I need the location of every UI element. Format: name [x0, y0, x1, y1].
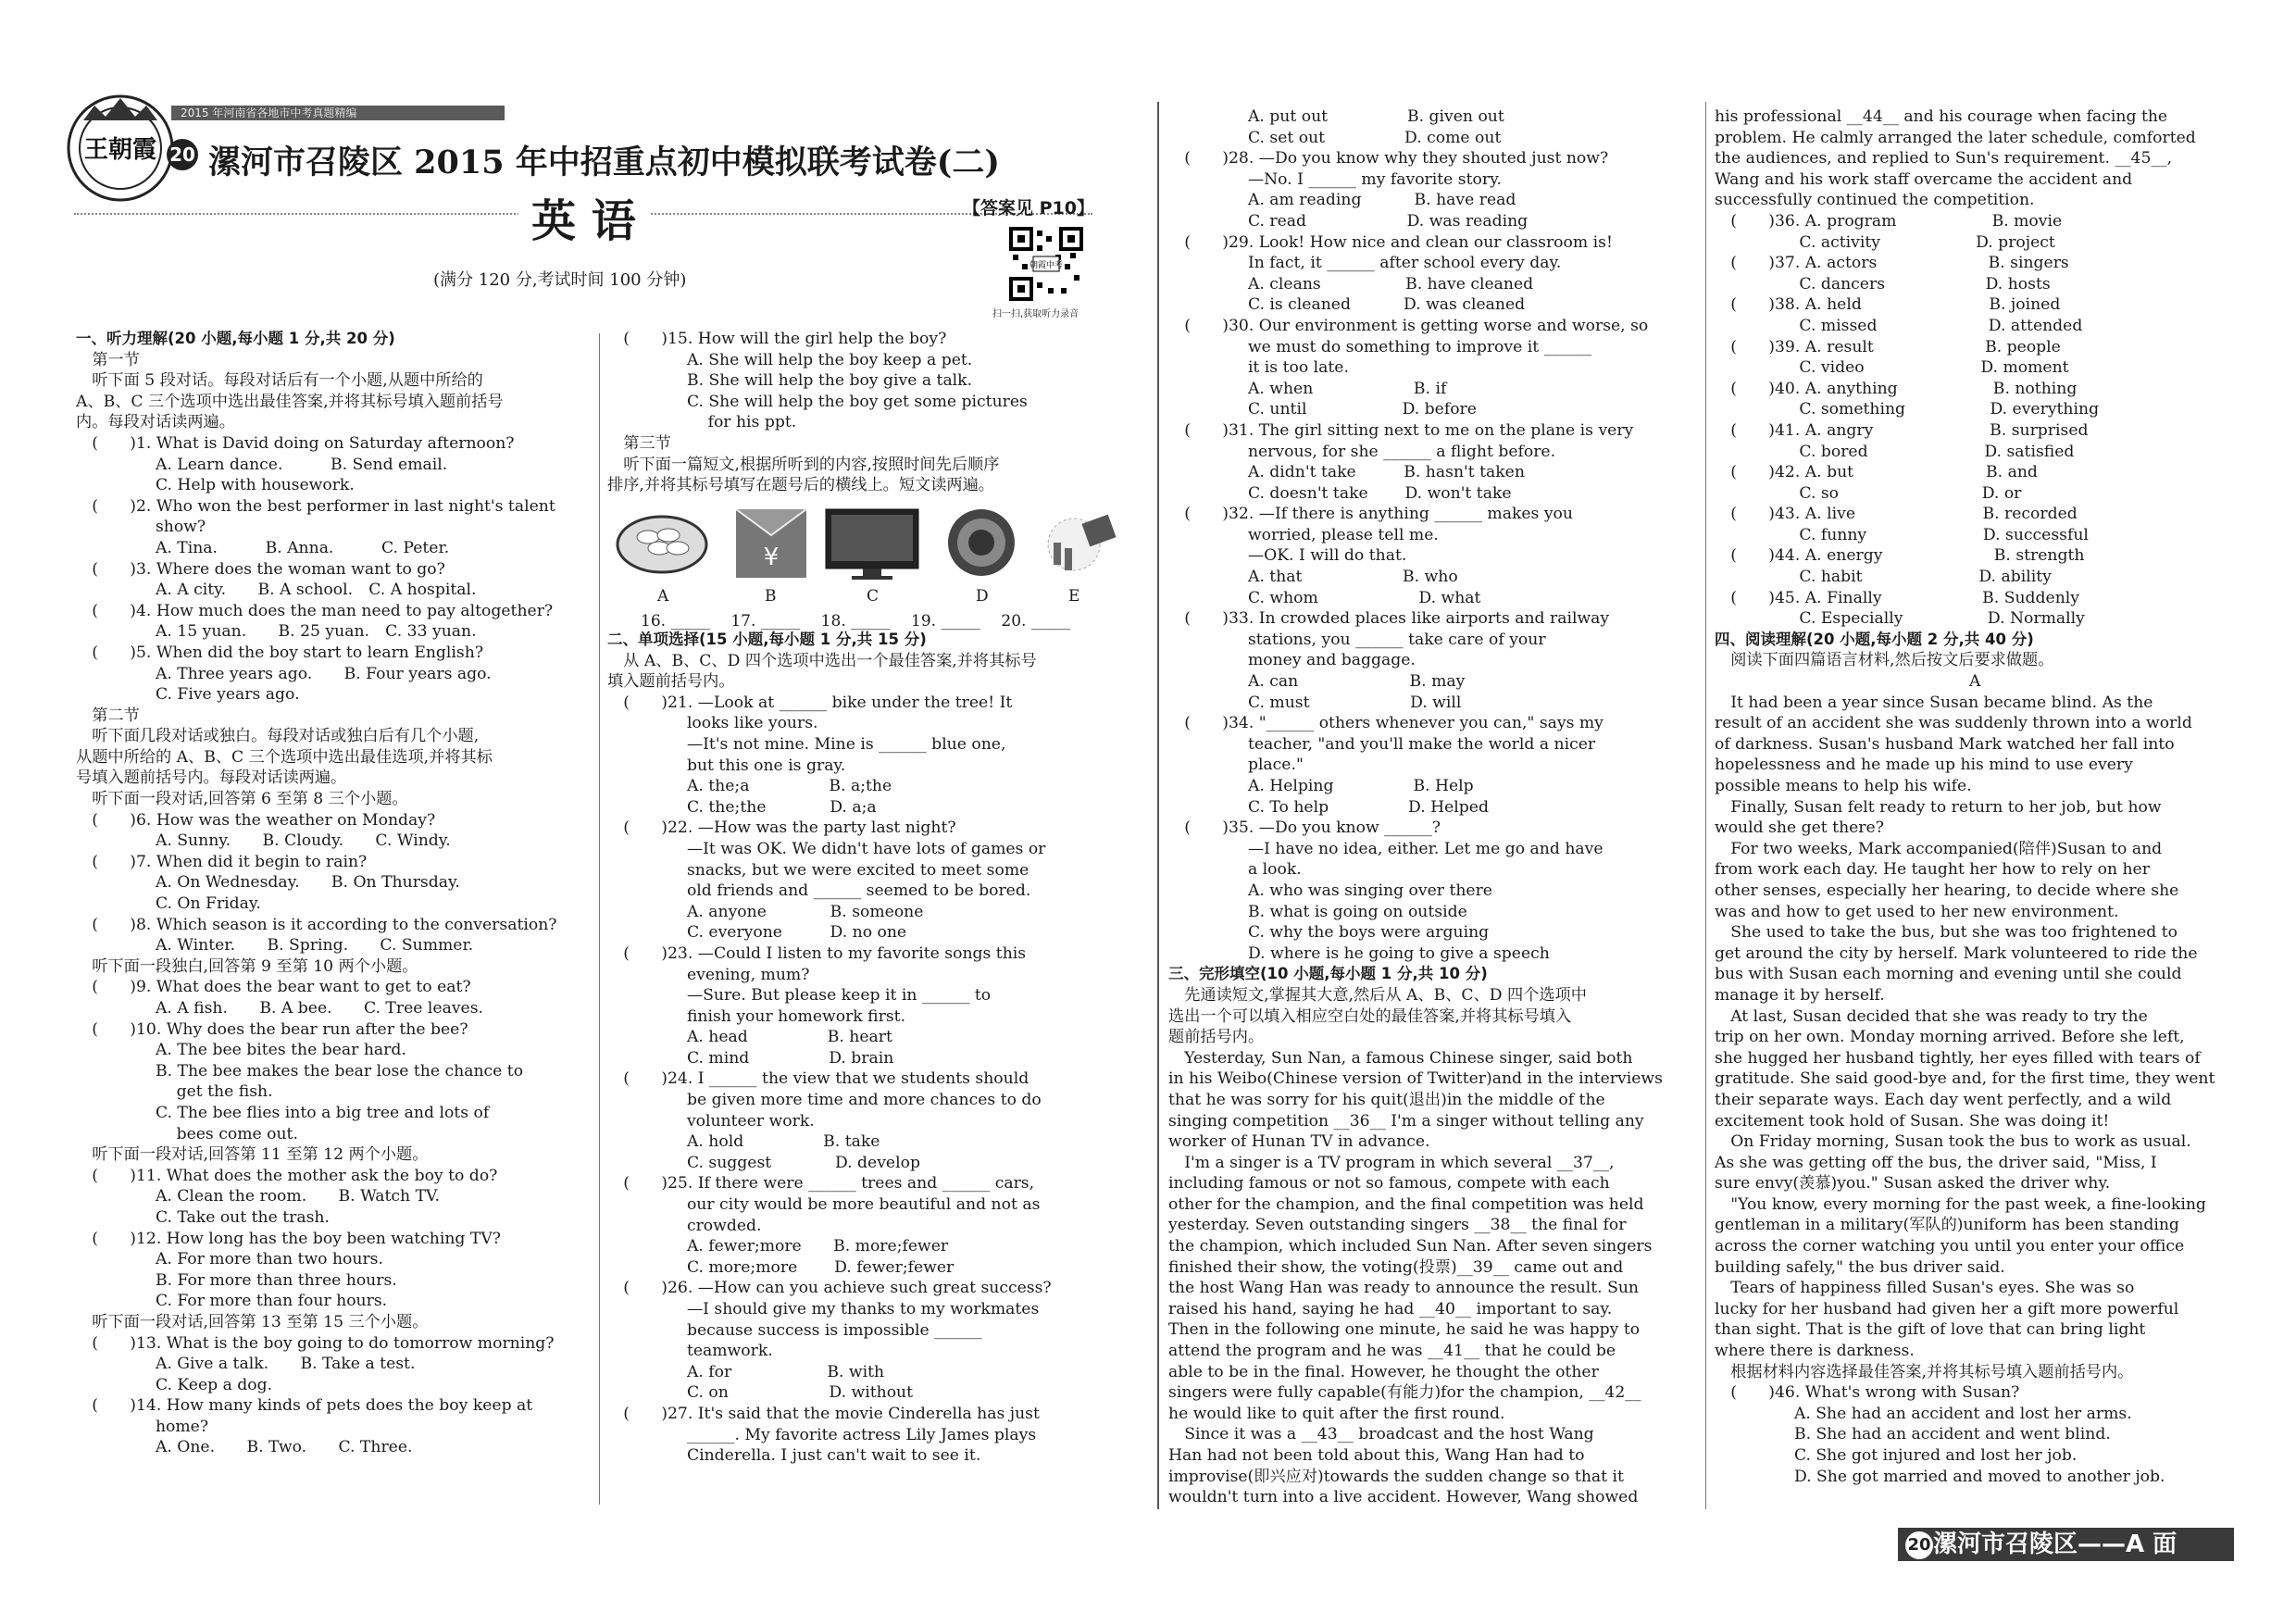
text-line: C. doesn't take D. won't take: [1168, 483, 1512, 503]
text-line: C. read D. was reading: [1168, 211, 1529, 231]
section-heading: 一、听力理解(20 小题,每小题 1 分,共 20 分): [76, 330, 395, 347]
single-choice-section: [607, 630, 1152, 1467]
text-line: C. the;the D. a;a: [607, 797, 877, 817]
text-line: problem. He calmly arranged the later schedule, comforted: [1715, 128, 2196, 147]
text-line: ( )28. —Do you know why they shouted just now?: [1168, 149, 1609, 169]
text-line: C. missed D. attended: [1715, 316, 2083, 335]
text-line: ( )46. What's wrong with Susan?: [1715, 1383, 2020, 1403]
text-line: place.": [1168, 756, 1304, 775]
text-line: ( )24. I ______ the view that we students should: [607, 1069, 1029, 1089]
text-line: worker of Hunan TV in advance.: [1168, 1132, 1430, 1152]
footer-text: 漯河市召陵区——A 面: [1933, 1531, 2177, 1558]
text-line: across the corner watching you until you enter your office: [1715, 1237, 2185, 1256]
text-line: A. the;a B. a;the: [607, 777, 892, 796]
text-line: finish your homework first.: [607, 1006, 906, 1026]
text-line: home?: [76, 1417, 209, 1436]
divider-3: [1705, 102, 1706, 1509]
text-line: On Friday morning, Susan took the bus to work as usual.: [1715, 1132, 2191, 1152]
text-line: B. She will help the boy give a talk.: [607, 371, 973, 391]
text-line: 根据材料内容选择最佳答案,并将其标号填入题前括号内。: [1715, 1362, 2134, 1381]
text-line: other senses, especially her hearing, to decide where she: [1715, 881, 2179, 900]
text-line: C. set out D. come out: [1168, 128, 1502, 147]
text-line: 号填入题前括号内。每段对话读两遍。: [76, 769, 347, 788]
text-line: A. for B. with: [607, 1362, 885, 1381]
text-line: C. something D. everything: [1715, 400, 2100, 419]
text-line: C. Help with housework.: [76, 476, 355, 495]
text-line: bus with Susan each morning and evening until she could: [1715, 965, 2182, 984]
text-line: 选出一个可以填入相应空白处的最佳答案,并将其标号填入: [1168, 1006, 1572, 1026]
text-line: A. Three years ago. B. Four years ago.: [76, 664, 492, 683]
text-line: C. must D. will: [1168, 693, 1462, 712]
text-line: manage it by herself.: [1715, 985, 1885, 1005]
text-line: ( )15. How will the girl help the boy?: [607, 330, 947, 348]
text-line: ( )10. Why does the bear run after the bee?: [76, 1019, 468, 1039]
text-line: ( )26. —How can you achieve such great success?: [607, 1279, 1052, 1298]
text-line: in his Weibo(Chinese version of Twitter)and in the interviews: [1168, 1069, 1663, 1089]
text-line: A. cleans B. have cleaned: [1168, 274, 1534, 294]
text-line: yesterday. Seven outstanding singers __38__ the final for: [1168, 1216, 1627, 1235]
text-line: B. She had an accident and went blind.: [1715, 1425, 2111, 1444]
text-line: where there is darkness.: [1715, 1342, 1915, 1361]
text-line: Yesterday, Sun Nan, a famous Chinese singer, said both: [1168, 1048, 1633, 1068]
text-line: A. Clean the room. B. Watch TV.: [76, 1187, 440, 1206]
text-line: ( )23. —Could I listen to my favorite songs this: [607, 943, 1027, 963]
text-line: get around the city by herself. Mark volunteered to ride the: [1715, 943, 2198, 963]
text-line: Cinderella. I just can't wait to see it.: [607, 1446, 981, 1466]
text-line: Wang and his work staff overcame the accident and: [1715, 169, 2133, 189]
text-line: —It was OK. We didn't have lots of games or: [607, 839, 1046, 858]
red-envelope-icon: [736, 509, 806, 578]
text-line: he would like to quit after the first round.: [1168, 1404, 1505, 1423]
text-line: bees come out.: [76, 1124, 298, 1143]
text-line: ( )32. —If there is anything ______ makes you: [1168, 505, 1573, 524]
title-badge: [167, 139, 198, 170]
text-line: D. She got married and moved to another job.: [1715, 1467, 2165, 1486]
text-line: it is too late.: [1168, 358, 1349, 378]
svg-text:¥: ¥: [763, 544, 780, 571]
text-line: C. suggest D. develop: [607, 1153, 920, 1172]
text-line: ( )36. A. program B. movie: [1715, 211, 2063, 231]
text-line: 第二节: [76, 706, 140, 725]
text-line: A. One. B. Two. C. Three.: [76, 1438, 413, 1457]
text-line: 听下面一段对话,回答第 13 至第 15 三个小题。: [76, 1312, 429, 1331]
text-line: B. For more than three hours.: [76, 1270, 397, 1290]
text-line: C. on D. without: [607, 1383, 914, 1403]
text-line: be given more time and more chances to do: [607, 1091, 1042, 1110]
paper-title: 漯河市召陵区 2015 年中招重点初中模拟联考试卷(二): [208, 144, 1000, 181]
text-line: trip on her own. Monday morning arrived. Before she left,: [1715, 1028, 2185, 1047]
text-line: As she was getting off the bus, the driver said, "Miss, I: [1715, 1153, 2157, 1172]
footer-badge: 20: [1905, 1531, 1933, 1559]
text-line: D. where is he going to give a speech: [1168, 943, 1550, 963]
text-line: It had been a year since Susan became blind. As the: [1715, 693, 2153, 712]
text-line: other for the champion, and the final competition was held: [1168, 1194, 1644, 1214]
text-line: Tears of happiness filled Susan's eyes. She was so: [1715, 1279, 2135, 1298]
picture-letter-d: D: [976, 587, 989, 606]
text-line: 第一节: [76, 350, 140, 369]
text-line: A. She will help the boy keep a pet.: [607, 350, 973, 369]
text-line: than sight. That is the gift of love that can bring light: [1715, 1320, 2146, 1340]
text-line: was and how to get used to her new environment.: [1715, 902, 2119, 921]
section-heading: 四、阅读理解(20 小题,每小题 2 分,共 40 分): [1715, 630, 2034, 648]
text-line: a look.: [1168, 860, 1302, 880]
text-line: A. head B. heart: [607, 1028, 892, 1047]
text-line: 听下面一段对话,回答第 11 至第 12 两个小题。: [76, 1145, 429, 1165]
text-line: volunteer work.: [607, 1111, 815, 1131]
picture-answer-blanks: 16. _____ 17. _____ 18. _____ 19. _____ 20. _____: [641, 612, 1071, 631]
text-line: C. funny D. successful: [1715, 525, 2089, 544]
text-line: successfully continued the competition.: [1715, 191, 2035, 210]
text-line: including famous or not so famous, compete with each: [1168, 1174, 1610, 1193]
text-line: A. am reading B. have read: [1168, 191, 1516, 210]
text-line: B. what is going on outside: [1168, 902, 1467, 921]
text-line: C. To help D. Helped: [1168, 797, 1489, 817]
logo-emblem-icon: [65, 93, 176, 204]
text-line: A: [1715, 672, 1981, 692]
text-line: ( )5. When did the boy start to learn English?: [76, 643, 484, 662]
text-line: A. She had an accident and lost her arms.: [1715, 1404, 2132, 1423]
text-line: ( )7. When did it begin to rain?: [76, 852, 368, 871]
text-line: 先通读短文,掌握其大意,然后从 A、B、C、D 四个选项中: [1168, 985, 1587, 1005]
reading-section: [1715, 106, 2226, 1487]
text-line: C. On Friday.: [76, 894, 261, 914]
text-line: but this one is gray.: [607, 756, 846, 775]
text-line: A. For more than two hours.: [76, 1250, 383, 1269]
text-line: 听下面几段对话或独白。每段对话或独白后有几个小题,: [76, 727, 480, 746]
text-line: ( )34. "______ others whenever you can," says my: [1168, 714, 1603, 733]
text-line: At last, Susan decided that she was ready to try the: [1715, 1006, 2148, 1026]
text-line: ( )6. How was the weather on Monday?: [76, 810, 436, 830]
text-line: A. didn't take B. hasn't taken: [1168, 463, 1525, 482]
text-line: would she get there?: [1715, 818, 1884, 838]
text-line: Finally, Susan felt ready to return to her job, but how: [1715, 797, 2162, 817]
text-line: ( )8. Which season is it according to the conversation?: [76, 915, 557, 934]
text-line: Since it was a __43__ broadcast and the host Wang: [1168, 1425, 1594, 1444]
text-line: of darkness. Susan's husband Mark watched her fall into: [1715, 734, 2175, 754]
text-line: 内。每段对话读两遍。: [76, 413, 235, 432]
text-line: A. 15 yuan. B. 25 yuan. C. 33 yuan.: [76, 622, 477, 642]
text-line: because success is impossible ______: [607, 1320, 982, 1340]
text-line: teacher, "and you'll make the world a nicer: [1168, 734, 1596, 754]
text-line: snacks, but we were excited to meet some: [607, 860, 1029, 880]
text-line: —It's not mine. Mine is ______ blue one,: [607, 734, 1006, 754]
text-line: raised his hand, saying he had __40__ important to say.: [1168, 1299, 1613, 1318]
text-line: ( )2. Who won the best performer in last night's talent: [76, 496, 555, 516]
text-line: the champion, which included Sun Nan. After seven singers: [1168, 1237, 1653, 1256]
text-line: A. Winter. B. Spring. C. Summer.: [76, 936, 474, 956]
text-line: ( )21. —Look at ______ bike under the tree! It: [607, 693, 1013, 712]
qr-label: 朝霞中考: [1029, 261, 1064, 270]
text-line: —I have no idea, either. Let me go and have: [1168, 839, 1603, 858]
text-line: get the fish.: [76, 1082, 273, 1102]
text-line: Then in the following one minute, he said he was happy to: [1168, 1320, 1641, 1340]
text-line: 排序,并将其标号填写在题号后的横线上。短文读两遍。: [607, 476, 994, 495]
qr-caption: 扫一扫,获取听力录音: [992, 309, 1079, 319]
text-line: C. so D. or: [1715, 483, 2022, 503]
text-line: excitement took hold of Susan. She was doing it!: [1715, 1111, 2110, 1131]
subject-title: 英 语: [518, 185, 649, 249]
logo-text: 王朝霞: [83, 136, 157, 164]
text-line: A. can B. may: [1168, 672, 1466, 692]
text-line: C. dancers D. hosts: [1715, 274, 2051, 294]
text-line: 听下面一段对话,回答第 6 至第 8 三个小题。: [76, 790, 408, 809]
text-line: hopelessness and he made up his mind to use every: [1715, 756, 2133, 775]
listening-section-continued: [607, 329, 1152, 496]
text-line: ( )38. A. held B. joined: [1715, 295, 2061, 315]
text-line: 从 A、B、C、D 四个选项中选出一个最佳答案,并将其标号: [607, 651, 1037, 670]
text-line: C. She got injured and lost her job.: [1715, 1446, 2078, 1465]
text-line: A. Helping B. Help: [1168, 777, 1474, 795]
text-line: A. who was singing over there: [1168, 881, 1492, 900]
text-line: 听下面一篇短文,根据所听到的内容,按照时间先后顺序: [607, 455, 1000, 474]
text-line: ( )3. Where does the woman want to go?: [76, 559, 445, 579]
text-line: ( )4. How much does the man need to pay altogether?: [76, 601, 554, 620]
text-line: —No. I ______ my favorite story.: [1168, 169, 1502, 189]
text-line: looks like yours.: [607, 714, 818, 733]
text-line: 听下面一段独白,回答第 9 至第 10 两个小题。: [76, 956, 418, 976]
picture-letter-c: C: [867, 587, 880, 606]
text-line: ( )40. A. anything B. nothing: [1715, 379, 2078, 398]
text-line: A. hold B. take: [607, 1132, 880, 1152]
text-line: she hugged her husband tightly, her eyes filled with tears of: [1715, 1048, 2201, 1068]
text-line: —Sure. But please keep it in ______ to: [607, 986, 992, 1006]
divider-1: [599, 333, 600, 1505]
text-line: improvise(即兴应对)towards the sudden change so that it: [1168, 1467, 1624, 1486]
text-line: In fact, it ______ after school every day.: [1168, 254, 1562, 273]
text-line: ( )25. If there were ______ trees and ______ cars,: [607, 1174, 1035, 1193]
picture-letter-a: A: [657, 587, 669, 606]
text-line: C. She will help the boy get some pictures: [607, 392, 1028, 411]
text-line: I'm a singer is a TV program in which several __37__,: [1168, 1153, 1615, 1172]
text-line: A. Give a talk. B. Take a test.: [76, 1355, 416, 1374]
text-line: A. fewer;more B. more;fewer: [607, 1237, 949, 1256]
text-line: money and baggage.: [1168, 651, 1416, 670]
text-line: C. why the boys were arguing: [1168, 923, 1490, 943]
text-line: old friends and ______ seemed to be bored.: [607, 881, 1031, 901]
dumplings-plate-icon: [618, 517, 706, 572]
text-line: C. activity D. project: [1715, 232, 2055, 252]
text-line: 从题中所给的 A、B、C 三个选项中选出最佳选项,并将其标: [76, 747, 493, 767]
text-line: ( )39. A. result B. people: [1715, 337, 2061, 356]
text-line: finished their show, the voting(投票)__39__ came out and: [1168, 1257, 1624, 1277]
text-line: evening, mum?: [607, 965, 810, 984]
text-line: C. Especially D. Normally: [1715, 609, 2085, 629]
text-line: result of an accident she was suddenly thrown into a world: [1715, 714, 2192, 733]
text-line: C. video D. moment: [1715, 358, 2069, 378]
listening-section: [76, 329, 591, 1458]
text-line: the audiences, and replied to Sun's requirement. __45__,: [1715, 149, 2173, 169]
text-line: ( )27. It's said that the movie Cinderella has just: [607, 1404, 1040, 1423]
text-line: for his ppt.: [607, 413, 797, 432]
text-line: ( )11. What does the mother ask the boy to do?: [76, 1166, 498, 1185]
text-line: A. when B. if: [1168, 379, 1447, 398]
text-line: C. Five years ago.: [76, 685, 300, 705]
divider-2: [1157, 102, 1159, 1509]
text-line: 阅读下面四篇语言材料,然后按文后要求做题。: [1715, 651, 2054, 670]
text-line: gratitude. She said good-bye and, for the first time, they went: [1715, 1069, 2215, 1089]
text-line: A. The bee bites the bear hard.: [76, 1041, 406, 1060]
text-line: 填入题前括号内。: [607, 672, 735, 692]
text-line: that he was sorry for his quit(退出)in the middle of the: [1168, 1090, 1605, 1109]
text-line: our city would be more beautiful and not as: [607, 1195, 1041, 1215]
section-heading: 三、完形填空(10 小题,每小题 1 分,共 10 分): [1168, 965, 1488, 983]
text-line: crowded.: [607, 1216, 762, 1235]
text-line: ( )33. In crowded places like airports and railway: [1168, 609, 1610, 629]
text-line: C. everyone D. no one: [607, 923, 907, 943]
text-line: A. that B. who: [1168, 568, 1458, 587]
title-badge-number: 20: [169, 144, 195, 166]
text-line: A. anyone B. someone: [607, 902, 924, 921]
text-line: ( )44. A. energy B. strength: [1715, 546, 2085, 566]
qr-code[interactable]: [1009, 227, 1083, 301]
text-line: lucky for her husband had given her a gift more powerful: [1715, 1299, 2179, 1318]
cloze-section: [1168, 106, 1701, 1508]
text-line: stations, you ______ take care of your: [1168, 630, 1546, 649]
text-line: 题前括号内。: [1168, 1028, 1265, 1047]
text-line: "You know, every morning for the past week, a fine-looking: [1715, 1194, 2206, 1214]
score-info: (满分 120 分,考试时间 100 分钟): [433, 270, 687, 290]
text-line: C. For more than four hours.: [76, 1292, 388, 1311]
paper-cut-icon: [948, 509, 1015, 576]
text-line: ( )45. A. Finally B. Suddenly: [1715, 588, 2079, 607]
text-line: 听下面 5 段对话。每段对话后有一个小题,从题中所给的: [76, 371, 483, 391]
text-line: show?: [76, 518, 206, 537]
text-line: sure envy(羡慕)you." Susan asked the driver why.: [1715, 1174, 2111, 1193]
text-line: teamwork.: [607, 1342, 773, 1361]
header-band: 2015 年河南省各地市中考真题精编: [171, 106, 505, 120]
text-line: For two weeks, Mark accompanied(陪伴)Susan to and: [1715, 839, 2163, 858]
text-line: C. more;more D. fewer;fewer: [607, 1257, 955, 1277]
text-line: ( )37. A. actors B. singers: [1715, 254, 2069, 273]
text-line: able to be in the final. However, he thought the other: [1168, 1362, 1599, 1381]
text-line: ( )1. What is David doing on Saturday afternoon?: [76, 433, 515, 453]
text-line: possible means to help his wife.: [1715, 777, 1972, 795]
text-line: ( )30. Our environment is getting worse and worse, so: [1168, 316, 1649, 335]
text-line: ( )22. —How was the party last night?: [607, 818, 956, 838]
text-line: 第三节: [607, 433, 671, 453]
text-line: Han had not been told about this, Wang Han had to: [1168, 1446, 1585, 1465]
television-icon: [826, 509, 918, 580]
text-line: A. Tina. B. Anna. C. Peter.: [76, 538, 450, 557]
text-line: singers were fully capable(有能力)for the champion, __42__: [1168, 1383, 1641, 1403]
text-line: ( )13. What is the boy going to do tomorrow morning?: [76, 1333, 555, 1353]
text-line: attend the program and he was __41__ that he could be: [1168, 1342, 1616, 1361]
text-line: C. The bee flies into a big tree and lots of: [76, 1103, 490, 1122]
text-line: their separate ways. Each day went perfectly, and a wild: [1715, 1090, 2172, 1109]
section-heading: 二、单项选择(15 小题,每小题 1 分,共 15 分): [607, 631, 927, 648]
text-line: we must do something to improve it ______: [1168, 337, 1592, 356]
text-line: his professional __44__ and his courage when facing the: [1715, 107, 2168, 126]
page-footer: [1898, 1528, 2234, 1561]
text-line: C. mind D. brain: [607, 1048, 894, 1068]
qr-code-icon: [1009, 227, 1083, 301]
firecracker-icon: [1048, 515, 1117, 570]
answer-reference: 【答案见 P10】: [963, 198, 1094, 219]
text-line: gentleman in a military(军队的)uniform has been standing: [1715, 1216, 2179, 1235]
text-line: ( )29. Look! How nice and clean our classroom is!: [1168, 232, 1613, 252]
text-line: building safely," the bus driver said.: [1715, 1257, 2005, 1277]
text-line: wouldn't turn into a live accident. However, Wang showed: [1168, 1488, 1639, 1507]
text-line: C. whom D. what: [1168, 588, 1481, 607]
text-line: ( )9. What does the bear want to get to eat?: [76, 978, 471, 997]
text-line: A. A fish. B. A bee. C. Tree leaves.: [76, 999, 483, 1018]
text-line: A. put out B. given out: [1168, 107, 1504, 126]
text-line: She used to take the bus, but she was too frightened to: [1715, 923, 2178, 943]
text-line: ( )43. A. live B. recorded: [1715, 505, 2078, 524]
text-line: ______. My favorite actress Lily James plays: [607, 1425, 1037, 1444]
text-line: ( )41. A. angry B. surprised: [1715, 420, 2089, 440]
text-line: C. Keep a dog.: [76, 1375, 273, 1394]
text-line: nervous, for she ______ a flight before.: [1168, 442, 1556, 461]
text-line: C. habit D. ability: [1715, 568, 2052, 587]
text-line: C. is cleaned D. was cleaned: [1168, 295, 1526, 315]
text-line: —OK. I will do that.: [1168, 546, 1407, 566]
text-line: A、B、C 三个选项中选出最佳答案,并将其标号填入题前括号: [76, 392, 504, 411]
text-line: singing competition __36__ I'm a singer without telling any: [1168, 1111, 1644, 1131]
text-line: worried, please tell me.: [1168, 525, 1439, 544]
text-line: —I should give my thanks to my workmates: [607, 1300, 1040, 1318]
text-line: C. until D. before: [1168, 400, 1477, 419]
text-line: A. Sunny. B. Cloudy. C. Windy.: [76, 831, 451, 851]
logo-seal: [65, 93, 176, 204]
text-line: C. Take out the trash.: [76, 1207, 330, 1227]
text-line: ( )42. A. but B. and: [1715, 463, 2038, 482]
text-line: A. Learn dance. B. Send email.: [76, 455, 448, 474]
text-line: A. On Wednesday. B. On Thursday.: [76, 873, 460, 893]
text-line: ( )35. —Do you know ______?: [1168, 818, 1441, 838]
text-line: ( )31. The girl sitting next to me on the plane is very: [1168, 420, 1634, 440]
text-line: B. The bee makes the bear lose the chance to: [76, 1061, 524, 1081]
picture-letter-b: B: [765, 587, 777, 606]
text-line: C. bored D. satisfied: [1715, 442, 2075, 461]
text-line: ( )14. How many kinds of pets does the boy keep at: [76, 1396, 533, 1416]
text-line: from work each day. He taught her how to rely on her: [1715, 860, 2150, 880]
picture-letter-row: [611, 587, 1148, 607]
picture-letter-e: E: [1068, 587, 1080, 606]
text-line: ( )12. How long has the boy been watching TV?: [76, 1229, 501, 1248]
text-line: the host Wang Han was ready to announce the result. Sun: [1168, 1279, 1639, 1298]
text-line: A. A city. B. A school. C. A hospital.: [76, 581, 477, 600]
